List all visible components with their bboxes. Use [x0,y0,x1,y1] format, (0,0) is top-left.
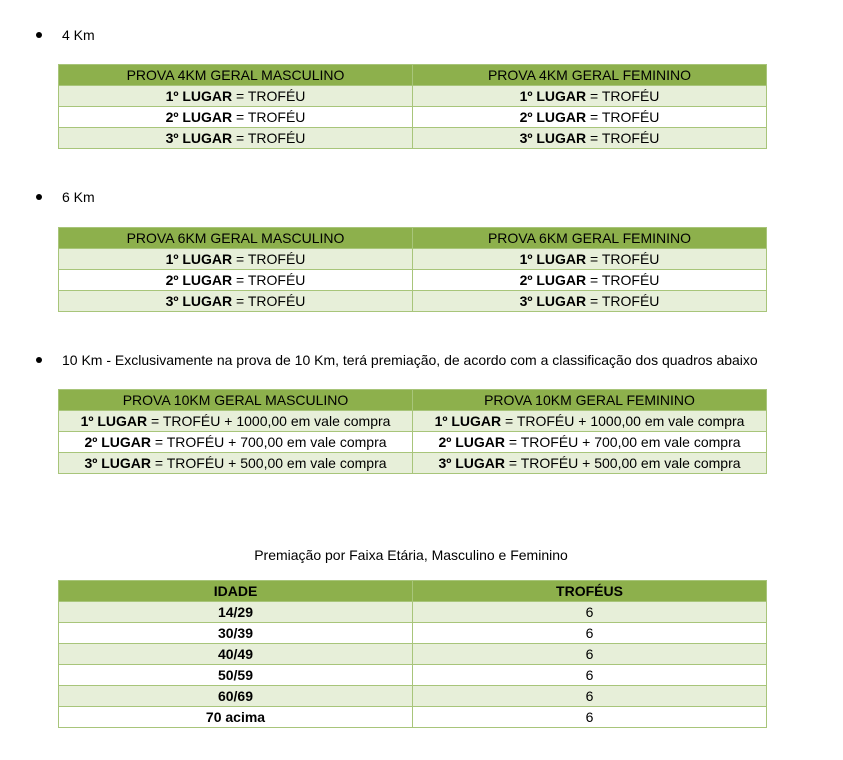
cell-10km-f-1: 1º LUGAR = TROFÉU + 1000,00 em vale compra [413,411,767,432]
header-10km-feminino: PROVA 10KM GERAL FEMININO [413,390,767,411]
bullet-6km-text: 6 Km [62,189,95,205]
cell-6km-m-1: 1º LUGAR = TROFÉU [59,249,413,270]
bullet-4km-text: 4 Km [62,27,95,43]
table-10km [58,389,767,474]
header-trofeus: TROFÉUS [413,581,767,602]
cell-4km-m-1: 1º LUGAR = TROFÉU [59,86,413,107]
header-10km-masculino: PROVA 10KM GERAL MASCULINO [59,390,413,411]
cell-4km-m-3: 3º LUGAR = TROFÉU [59,128,413,149]
cell-age-2: 30/39 [59,623,413,644]
cell-10km-f-2: 2º LUGAR = TROFÉU + 700,00 em vale compra [413,432,767,453]
cell-trophies-5: 6 [413,686,767,707]
header-4km-masculino: PROVA 4KM GERAL MASCULINO [59,65,413,86]
header-4km-feminino: PROVA 4KM GERAL FEMININO [413,65,767,86]
bullet-dot-icon [36,357,42,363]
cell-age-6: 70 acima [59,707,413,728]
header-idade: IDADE [59,581,413,602]
cell-10km-f-3: 3º LUGAR = TROFÉU + 500,00 em vale compra [413,453,767,474]
cell-trophies-2: 6 [413,623,767,644]
cell-6km-f-3: 3º LUGAR = TROFÉU [413,291,767,312]
table-6km [58,227,767,312]
cell-6km-f-2: 2º LUGAR = TROFÉU [413,270,767,291]
cell-age-4: 50/59 [59,665,413,686]
bullet-dot-icon [36,194,42,200]
cell-trophies-4: 6 [413,665,767,686]
cell-6km-m-3: 3º LUGAR = TROFÉU [59,291,413,312]
table-4km [58,64,767,149]
cell-4km-f-2: 2º LUGAR = TROFÉU [413,107,767,128]
cell-age-5: 60/69 [59,686,413,707]
cell-trophies-3: 6 [413,644,767,665]
cell-4km-f-1: 1º LUGAR = TROFÉU [413,86,767,107]
cell-age-3: 40/49 [59,644,413,665]
cell-10km-m-3: 3º LUGAR = TROFÉU + 500,00 em vale compra [59,453,413,474]
bullet-10km [36,350,758,370]
cell-10km-m-2: 2º LUGAR = TROFÉU + 700,00 em vale compra [59,432,413,453]
cell-4km-f-3: 3º LUGAR = TROFÉU [413,128,767,149]
bullet-dot-icon [36,32,42,38]
cell-4km-m-2: 2º LUGAR = TROFÉU [59,107,413,128]
cell-age-1: 14/29 [59,602,413,623]
table-age-category [58,580,767,728]
bullet-4km [36,25,95,45]
cell-trophies-1: 6 [413,602,767,623]
header-6km-masculino: PROVA 6KM GERAL MASCULINO [59,228,413,249]
bullet-10km-text: 10 Km - Exclusivamente na prova de 10 Km, terá premiação, de acordo com a classificação dos quadros abaixo [62,352,758,368]
cell-10km-m-1: 1º LUGAR = TROFÉU + 1000,00 em vale compra [59,411,413,432]
cell-6km-m-2: 2º LUGAR = TROFÉU [59,270,413,291]
cell-6km-f-1: 1º LUGAR = TROFÉU [413,249,767,270]
age-section-caption: Premiação por Faixa Etária, Masculino e Feminino [254,547,568,563]
cell-trophies-6: 6 [413,707,767,728]
bullet-6km [36,187,95,207]
header-6km-feminino: PROVA 6KM GERAL FEMININO [413,228,767,249]
